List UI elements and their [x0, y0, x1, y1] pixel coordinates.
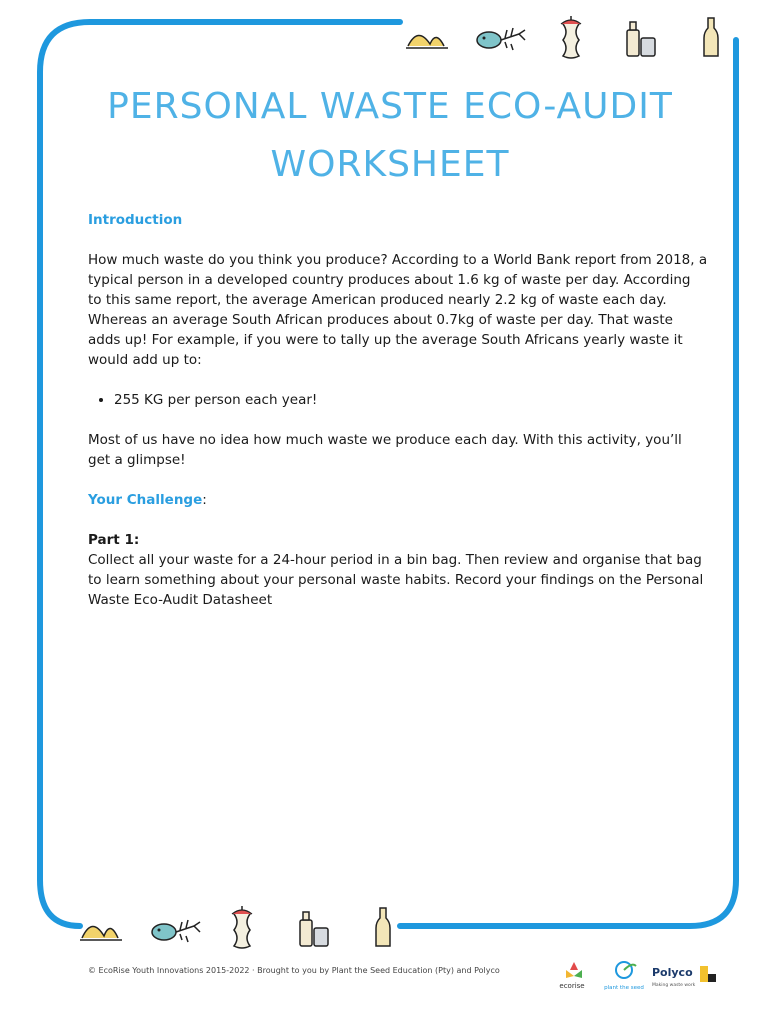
glass-bottle-icon — [704, 18, 718, 56]
polyco-logo — [652, 966, 716, 988]
glimpse-paragraph: Most of us have no idea how much waste we produce each day. With this activity, you’ll get a glimpse! — [88, 432, 682, 468]
fact-list — [88, 390, 708, 410]
challenge-line — [88, 490, 708, 510]
challenge-colon: : — [202, 492, 207, 508]
intro-heading: Introduction — [88, 212, 183, 228]
part1-heading: Part 1: — [88, 532, 140, 548]
glass-bottle-icon — [376, 908, 390, 946]
polyco-tagline: Making waste work — [652, 983, 696, 988]
footer-credits: © EcoRise Youth Innovations 2015-2022 · Brought to you by Plant the Seed Education (Pty) and Polyco — [88, 966, 500, 975]
plant-the-seed-logo-text: plant the seed — [604, 985, 644, 991]
title-line-2: WORKSHEET — [270, 144, 510, 185]
apple-core-icon — [561, 16, 581, 58]
bottle-jar-icon — [300, 912, 328, 946]
part1-text: Collect all your waste for a 24-hour period in a bin bag. Then review and organise that bag to learn something about your personal waste habits. Record your findings on the Personal Waste Eco-Audit Datasheet — [88, 552, 704, 608]
polyco-logo-text: Polyco — [652, 966, 693, 979]
waste-icons-top — [400, 16, 740, 60]
challenge-heading: Your Challenge — [88, 492, 203, 508]
fact-bullet: • 255 KG per person each year! — [114, 390, 708, 410]
partner-logos — [552, 956, 732, 996]
waste-icons-bottom — [76, 906, 396, 950]
plant-the-seed-logo — [604, 962, 644, 991]
apple-core-icon — [232, 906, 252, 948]
banana-peel-icon — [406, 35, 448, 48]
fish-bone-icon — [477, 28, 525, 50]
page-title — [40, 78, 740, 194]
worksheet-body — [88, 210, 708, 610]
title-line-1: PERSONAL WASTE ECO-AUDIT — [107, 86, 673, 127]
ecorise-logo — [559, 962, 584, 990]
intro-paragraph: How much waste do you think you produce? According to a World Bank report from 2018, a typical person in a developed country produces about 1.6 kg of waste per day. According to this same report, the average American produced nearly 2.2 kg of waste each day. Whereas an average South African produces about 0.7kg of waste per day. That waste adds up! For example, if you were to tally up the average South Africans yearly waste it would add up to: — [88, 252, 708, 368]
fish-bone-icon — [152, 920, 200, 942]
bottle-jar-icon — [627, 22, 655, 56]
ecorise-logo-text: ecorise — [559, 982, 585, 990]
banana-peel-icon — [80, 926, 122, 940]
